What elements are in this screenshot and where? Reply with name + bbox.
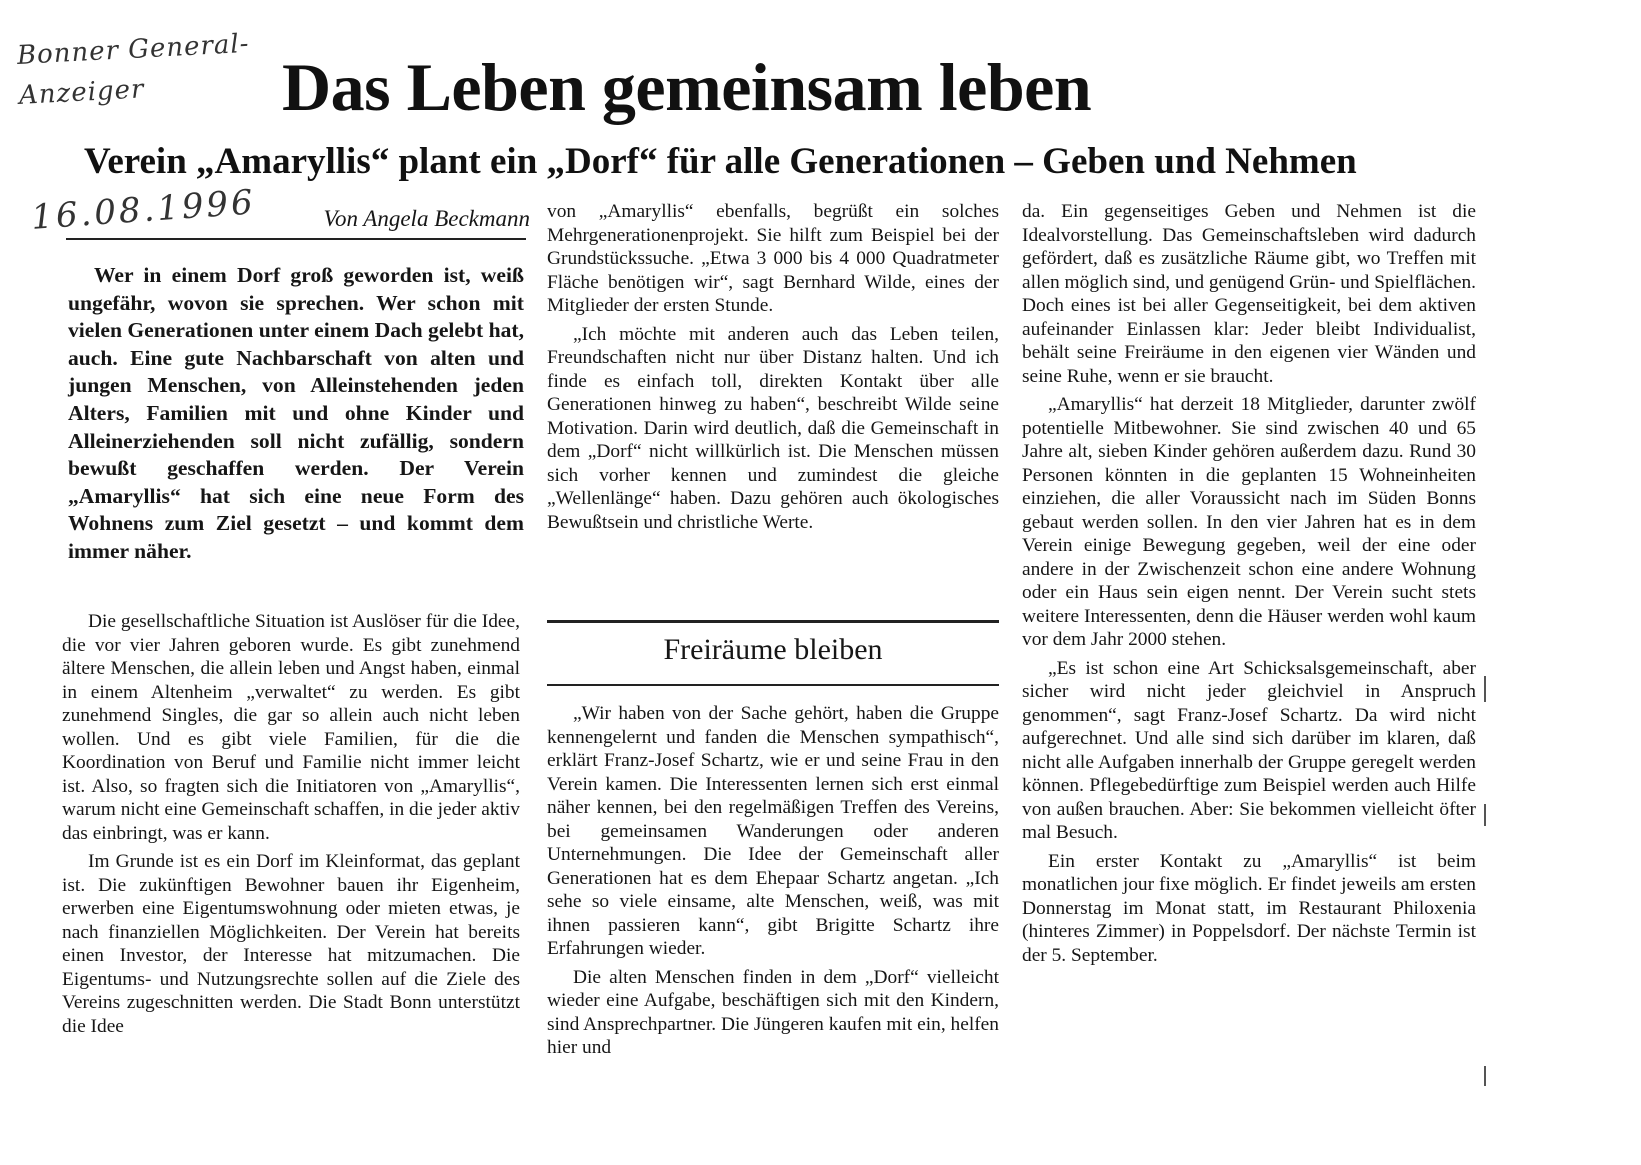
byline-rule [66, 238, 526, 240]
column-2-paragraph-1: von „Amaryllis“ ebenfalls, begrüßt ein solches Mehrgenerationenprojekt. Sie hilft zum Beispiel bei der Grundstückssuche. „Etwa 3 000 bis 4 000 Quadratmeter Fläche benötigen wir“, sagt Bernhard Wilde, eines der Mitglieder der ersten Stunde. [547, 201, 999, 316]
clipping-edge-mark [1484, 676, 1486, 702]
column-1-paragraph-1: Die gesellschaftliche Situation ist Auslöser für die Idee, die vor vier Jahren geboren wurde. Es gibt zunehmend ältere Menschen, die allein leben und Angst haben, einmal in einem Altenheim „verwaltet“ zu werden. Es gibt zunehmend Singles, die gar so allein auch nicht leben wollen. Und es gibt viele Familien, für die die Koordination von Beruf und Familie nicht immer leicht ist. Also, so fragten sich die Initiatoren von „Amaryllis“, warum nicht eine Gemeinschaft schaffen, in die jeder aktiv das einbringt, was er kann. [62, 611, 520, 844]
column-2-paragraph-3: „Wir haben von der Sache gehört, haben die Gruppe kennengelernt und fanden die Menschen sympathisch“, erklärt Franz-Josef Schartz, wie er und seine Frau in den Verein kamen. Die Interessenten lernen sich erst einmal näher kennen, bei den regelmäßigen Treffen des Vereins, bei gemeinsamen Wanderungen oder anderen Unternehmungen. Die Idee der Gemeinschaft aller Generationen hat es dem Ehepaar Schartz angetan. „Ich sehe so viele einsame, alte Menschen, weiß, was mit ihnen passieren kann“, gibt Brigitte Schartz ihre Erfahrungen wieder. [547, 703, 999, 959]
column-3-paragraph-4: Ein erster Kontakt zu „Amaryllis“ ist beim monatlichen jour fixe möglich. Er findet jeweils am ersten Donnerstag im Monat statt, im Restaurant Philoxenia (hinteres Zimmer) in Poppelsdorf. Der nächste Termin ist der 5. September. [1022, 850, 1476, 966]
article-subheadline: Verein „Amaryllis“ plant ein „Dorf“ für alle Generationen – Geben und Nehmen [84, 141, 1357, 182]
handwritten-source-note: Bonner General-Anzeiger [16, 28, 251, 111]
column-2-paragraph-2: „Ich möchte mit anderen auch das Leben teilen, Freundschaften nicht nur über Distanz halten. Und ich finde es einfach toll, direkten Kontakt über alle Generationen hinweg zu haben“, beschreibt Wilde seine Motivation. Darin wird deutlich, daß die Gemeinschaft in dem „Dorf“ nicht willkürlich ist. Die Menschen müssen sich vorher kennen und zumindest die gleiche „Wellenlänge“ haben. Dazu gehören auch ökologisches Bewußtsein und christliche Werte. [547, 323, 999, 533]
column-3-paragraph-2: „Amaryllis“ hat derzeit 18 Mitglieder, darunter zwölf potentielle Mitbewohner. Sie sind zwischen 40 und 65 Jahre alt, sieben Kinder gehören außerdem dazu. Rund 30 Personen könnten in die geplanten 15 Wohneinheiten einziehen, die aller Voraussicht nach im Süden Bonns gebaut werden sollen. In den vier Jahren hat es in dem Verein einige Bewegung gegeben, weil der eine oder andere in der Zwischenzeit schon eine andere Wohnung oder ein Haus sein eigen nennt. Der Verein sucht stets weitere Interessenten, denn die Häuser werden wohl kaum vor dem Jahr 2000 stehen. [1022, 394, 1476, 650]
subhead-rule-top [547, 620, 999, 623]
column-1-paragraph-2: Im Grunde ist es ein Dorf im Kleinformat, das geplant ist. Die zukünftigen Bewohner bauen ihr Eigenheim, erwerben eine Eigentumswohnung oder mieten etwas, je nach finanziellen Möglichkeiten. Der Verein hat bereits einen Investor, der Interesse hat mitzumachen. Die Eigentums- und Nutzungsrechte sollen auf die Ziele des Vereins zugeschnitten werden. Die Stadt Bonn unterstützt die Idee [62, 851, 520, 1037]
column-1 [62, 610, 520, 1043]
article-headline: Das Leben gemeinsam leben [282, 49, 1092, 125]
column-2-paragraph-4: Die alten Menschen finden in dem „Dorf“ vielleicht wieder eine Aufgabe, beschäftigen sich mit den Kindern, sind Ansprechpartner. Die Jüngeren kaufen mit ein, helfen hier und [547, 966, 999, 1058]
column-2-top [547, 200, 999, 539]
clipping-edge-mark [1484, 804, 1486, 826]
article-byline: Von Angela Beckmann [323, 206, 530, 231]
subhead-rule-bottom [547, 684, 999, 686]
handwritten-date-note: 16.08.1996 [30, 182, 257, 238]
article-lead: Wer in einem Dorf groß geworden ist, weiß ungefähr, wovon sie sprechen. Wer schon mit vielen Generationen unter einem Dach gelebt hat, auch. Eine gute Nachbarschaft von alten und jungen Menschen, von Alleinstehenden jeden Alters, Familien mit und ohne Kinder und Alleinerziehenden soll nicht zufällig, sondern bewußt geschaffen werden. Der Verein „Amaryllis“ hat sich eine neue Form des Wohnens zum Ziel gesetzt – und kommt dem immer näher. [68, 263, 525, 563]
column-3 [1022, 200, 1476, 972]
column-3-paragraph-3: „Es ist schon eine Art Schicksalsgemeinschaft, aber sicher wird nicht jeder gleichviel in Anspruch genommen“, sagt Franz-Josef Schartz. Da wird nicht aufgerechnet. Und alle sind sich darüber im klaren, daß nicht alle Aufgaben innerhalb der Gruppe geregelt werden können. Pflegebedürftige zum Beispiel werden auch Hilfe von außen brauchen. Aber: Sie bekommen vielleicht öfter mal Besuch. [1022, 657, 1476, 843]
column-2-bottom [547, 702, 999, 1065]
column-3-paragraph-1: da. Ein gegenseitiges Geben und Nehmen ist die Idealvorstellung. Das Gemeinschaftsleben wird dadurch gefördert, daß es zusätzliche Räume gibt, wo Treffen mit allen möglich sind, und genügend Grün- und Spielflächen. Doch eines ist bei aller Gegenseitigkeit, bei dem aktiven aufeinander Einlassen klar: Jeder bleibt Individualist, behält seine Freiräume in den eigenen vier Wänden und seine Ruhe, wenn er sie braucht. [1022, 201, 1476, 387]
clipping-edge-mark [1484, 1066, 1486, 1086]
article-subhead: Freiräume bleiben [663, 633, 883, 666]
